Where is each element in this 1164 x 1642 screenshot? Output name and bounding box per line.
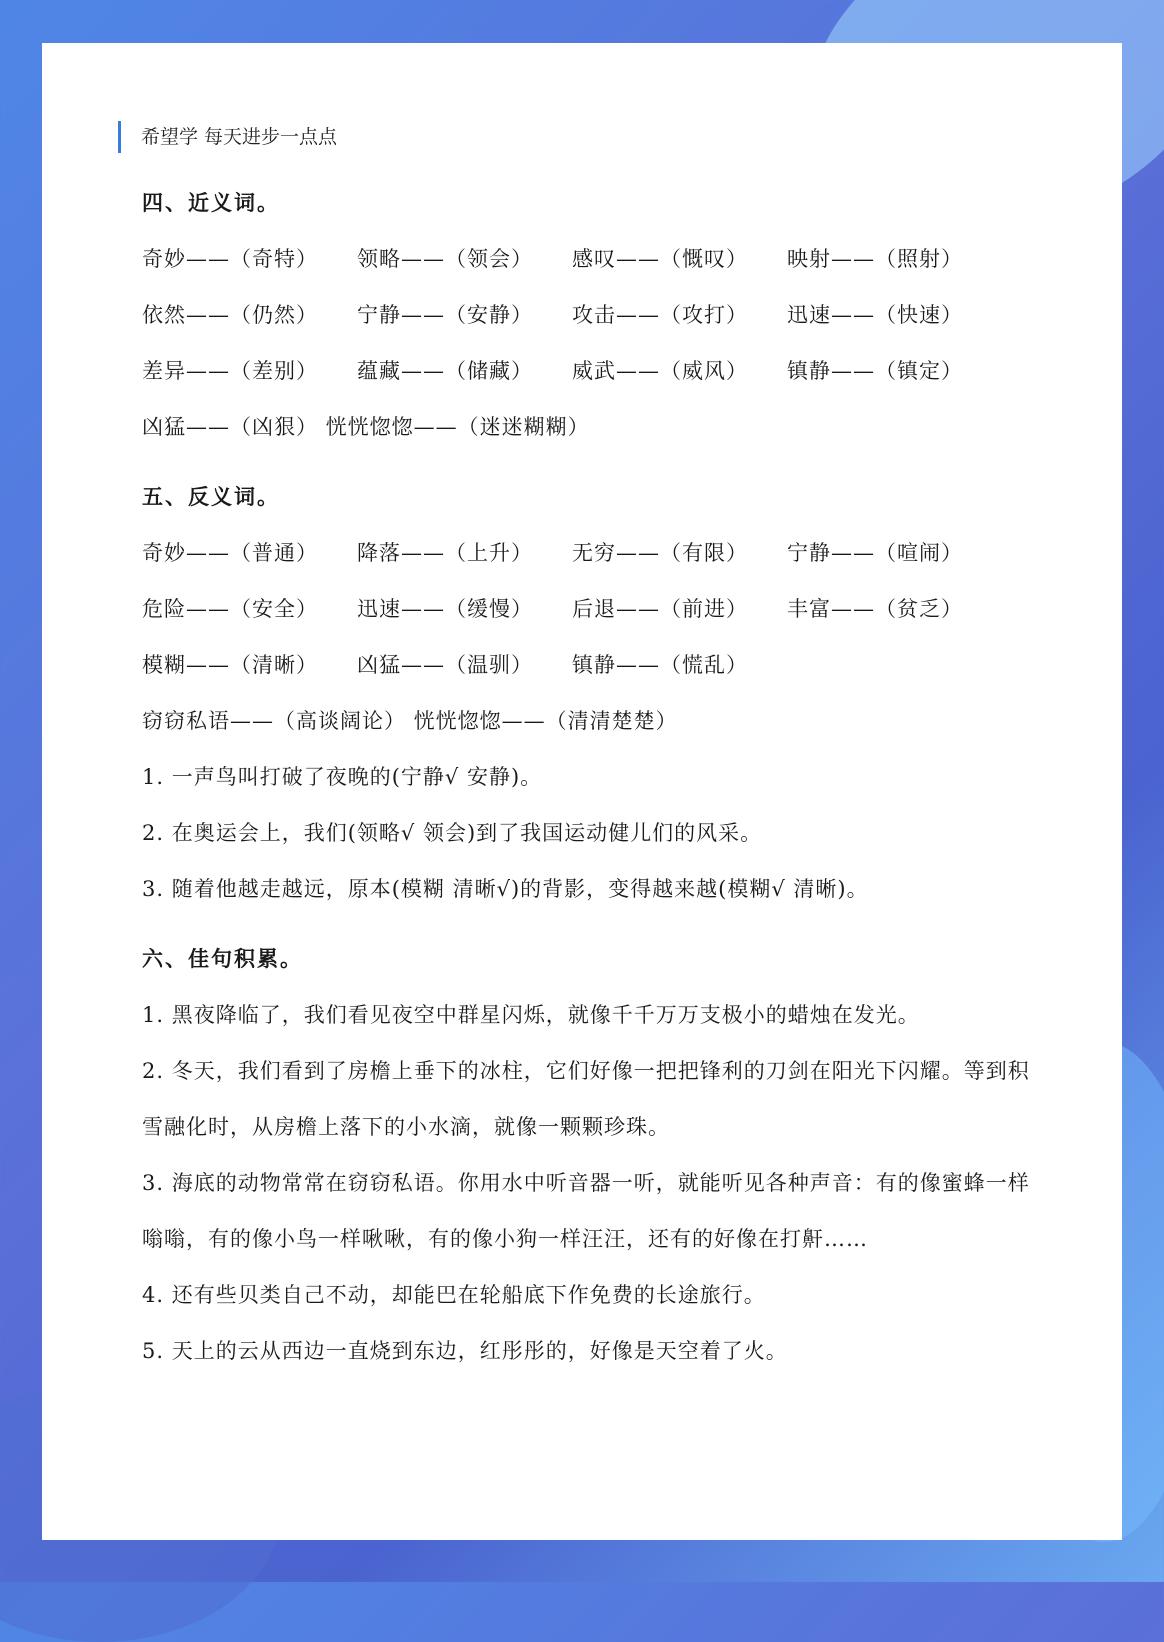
word-pair: 镇静——（慌乱） — [572, 653, 748, 677]
word-pair: 后退——（前进） — [572, 597, 748, 621]
sentence-item: 3. 海底的动物常常在窃窃私语。你用水中听音器一听，就能听见各种声音：有的像蜜蜂一样嗡嗡，有的像小鸟一样啾啾，有的像小狗一样汪汪，还有的好像在打鼾…… — [142, 1171, 1030, 1251]
antonym-row — [142, 637, 1042, 693]
sentence-item: 4. 还有些贝类自己不动，却能巴在轮船底下作免费的长途旅行。 — [142, 1283, 766, 1307]
exercise-item: 3. 随着他越走越远，原本(模糊 清晰√)的背影，变得越来越(模糊√ 清晰)。 — [142, 877, 869, 901]
word-pair: 差异——（差别） — [142, 359, 318, 383]
exercise-item: 2. 在奥运会上，我们(领略√ 领会)到了我国运动健儿们的风采。 — [142, 821, 763, 845]
antonym-line: 窃窃私语——（高谈阔论） 恍恍惚惚——（清清楚楚） — [142, 709, 678, 733]
word-pair: 宁静——（安静） — [357, 303, 533, 327]
word-pair: 蕴藏——（储藏） — [357, 359, 533, 383]
document-page — [42, 43, 1122, 1540]
word-pair: 镇静——（镇定） — [787, 359, 963, 383]
word-pair: 凶猛——（温驯） — [357, 653, 533, 677]
sentence-item: 1. 黑夜降临了，我们看见夜空中群星闪烁，就像千千万万支极小的蜡烛在发光。 — [142, 1003, 920, 1027]
word-pair: 迅速——（缓慢） — [357, 597, 533, 621]
word-pair: 攻击——（攻打） — [572, 303, 748, 327]
word-pair: 无穷——（有限） — [572, 541, 748, 565]
sentence-item: 5. 天上的云从西边一直烧到东边，红彤彤的，好像是天空着了火。 — [142, 1339, 788, 1363]
synonym-row — [142, 231, 1042, 287]
section-title-synonyms: 四、近义词。 — [142, 190, 280, 215]
word-pair: 模糊——（清晰） — [142, 653, 318, 677]
sentence-item: 2. 冬天，我们看到了房檐上垂下的冰柱，它们好像一把把锋利的刀剑在阳光下闪耀。等到积雪融化时，从房檐上落下的小水滴，就像一颗颗珍珠。 — [142, 1059, 1030, 1139]
word-pair: 宁静——（喧闹） — [787, 541, 963, 565]
word-pair: 降落——（上升） — [357, 541, 533, 565]
word-pair: 奇妙——（普通） — [142, 541, 318, 565]
word-pair: 依然——（仍然） — [142, 303, 318, 327]
exercise-item: 1. 一声鸟叫打破了夜晚的(宁静√ 安静)。 — [142, 765, 543, 789]
word-pair: 领略——（领会） — [357, 247, 533, 271]
word-pair: 迅速——（快速） — [787, 303, 963, 327]
section-title-antonyms: 五、反义词。 — [142, 484, 280, 509]
word-pair: 丰富——（贫乏） — [787, 597, 963, 621]
synonym-line: 凶猛——（凶狠） 恍恍惚惚——（迷迷糊糊） — [142, 415, 590, 439]
section-title-sentences: 六、佳句积累。 — [142, 946, 303, 971]
word-pair: 映射——（照射） — [787, 247, 963, 271]
word-pair: 感叹——（慨叹） — [572, 247, 748, 271]
synonym-row — [142, 343, 1042, 399]
page-header: 希望学 每天进步一点点 — [118, 121, 337, 153]
word-pair: 威武——（威风） — [572, 359, 748, 383]
word-pair: 奇妙——（奇特） — [142, 247, 318, 271]
word-pair: 危险——（安全） — [142, 597, 318, 621]
synonym-row — [142, 287, 1042, 343]
antonym-row — [142, 525, 1042, 581]
document-content — [142, 175, 1042, 1379]
antonym-row — [142, 581, 1042, 637]
